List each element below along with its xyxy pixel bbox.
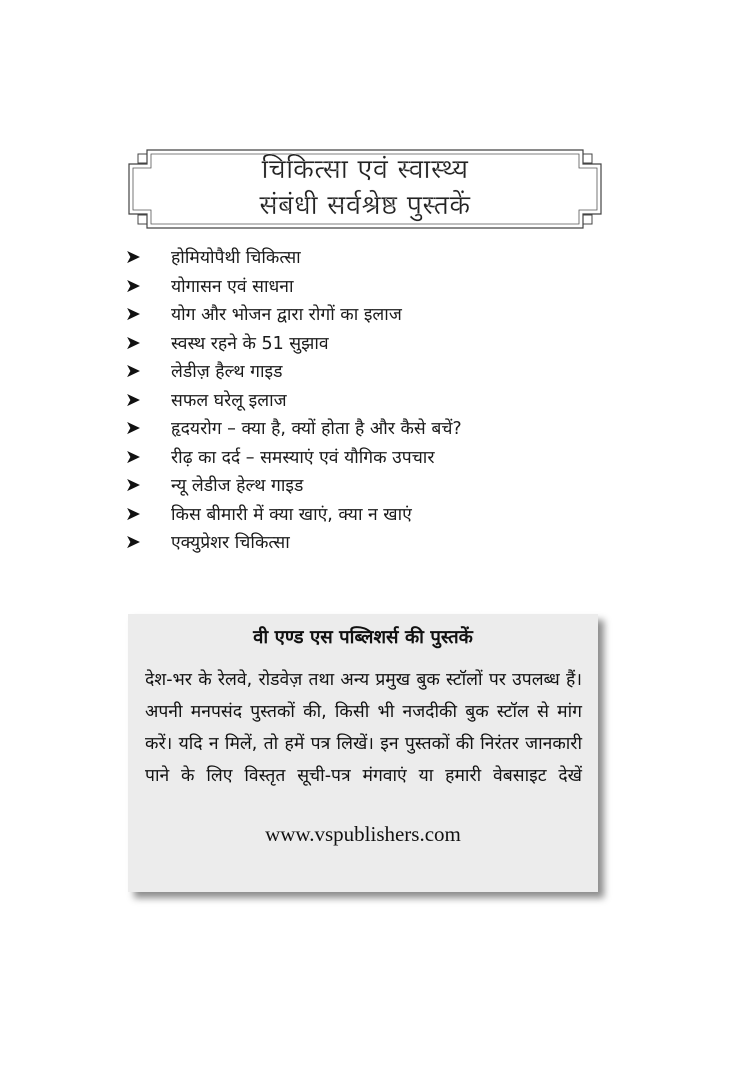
arrow-bullet-icon: ➤ (125, 331, 141, 354)
arrow-bullet-icon: ➤ (125, 246, 141, 269)
book-title: योग और भोजन द्वारा रोगों का इलाज (171, 305, 402, 326)
book-title: न्यू लेडीज हेल्थ गाइड (171, 476, 304, 497)
promo-title: वी एण्ड एस पब्लिशर्स की पुस्तकें (253, 627, 473, 648)
book-title: योगासन एवं साधना (171, 276, 294, 297)
arrow-bullet-icon: ➤ (125, 360, 141, 383)
list-item (125, 414, 462, 443)
title-line-2: संबंधी सर्वश्रेष्ठ पुस्तकें (259, 190, 471, 221)
arrow-bullet-icon: ➤ (125, 388, 141, 411)
arrow-bullet-icon: ➤ (125, 303, 141, 326)
list-item (125, 272, 462, 301)
arrow-bullet-icon: ➤ (125, 531, 141, 554)
book-title: रीढ़ का दर्द – समस्याएं एवं यौगिक उपचार (171, 447, 435, 468)
arrow-bullet-icon: ➤ (125, 445, 141, 468)
list-item (125, 443, 462, 472)
book-list (125, 243, 462, 557)
title-line-1: चिकित्सा एवं स्वास्थ्य (261, 154, 469, 185)
book-title: स्वस्थ रहने के 51 सुझाव (171, 333, 329, 354)
list-item (125, 471, 462, 500)
arrow-bullet-icon: ➤ (125, 417, 141, 440)
book-title: होमियोपैथी चिकित्सा (171, 248, 301, 269)
list-item (125, 528, 462, 557)
arrow-bullet-icon: ➤ (125, 274, 141, 297)
page-title (125, 152, 605, 224)
arrow-bullet-icon: ➤ (125, 502, 141, 525)
list-item (125, 300, 462, 329)
book-title: एक्युप्रेशर चिकित्सा (171, 533, 290, 554)
website-link[interactable]: www.vspublishers.com (265, 822, 461, 846)
book-title: किस बीमारी में क्या खाएं, क्या न खाएं (171, 504, 412, 525)
promo-body: देश-भर के रेलवे, रोडवेज़ तथा अन्य प्रमुख बुक स्टॉलों पर उपलब्ध हैं। अपनी मनपसंद पुस्तकों की, किसी भी नजदीकी बुक स्टॉल से मांग करें। यदि न मिलें, तो हमें पत्र लिखें। इन पुस्तकों की निरंतर जानकारी पाने के लिए विस्तृत सूची-पत्र मंगवाएं या हमारी वेबसाइट देखें (145, 670, 582, 786)
heading-frame (125, 148, 605, 230)
book-title: सफल घरेलू इलाज (171, 390, 287, 411)
list-item (125, 357, 462, 386)
book-title: लेडीज़ हैल्थ गाइड (171, 362, 283, 383)
list-item (125, 386, 462, 415)
publisher-info-box (128, 614, 598, 892)
list-item (125, 500, 462, 529)
book-title: हृदयरोग – क्या है, क्यों होता है और कैसे बचें? (171, 419, 462, 440)
list-item (125, 329, 462, 358)
list-item (125, 243, 462, 272)
arrow-bullet-icon: ➤ (125, 474, 141, 497)
